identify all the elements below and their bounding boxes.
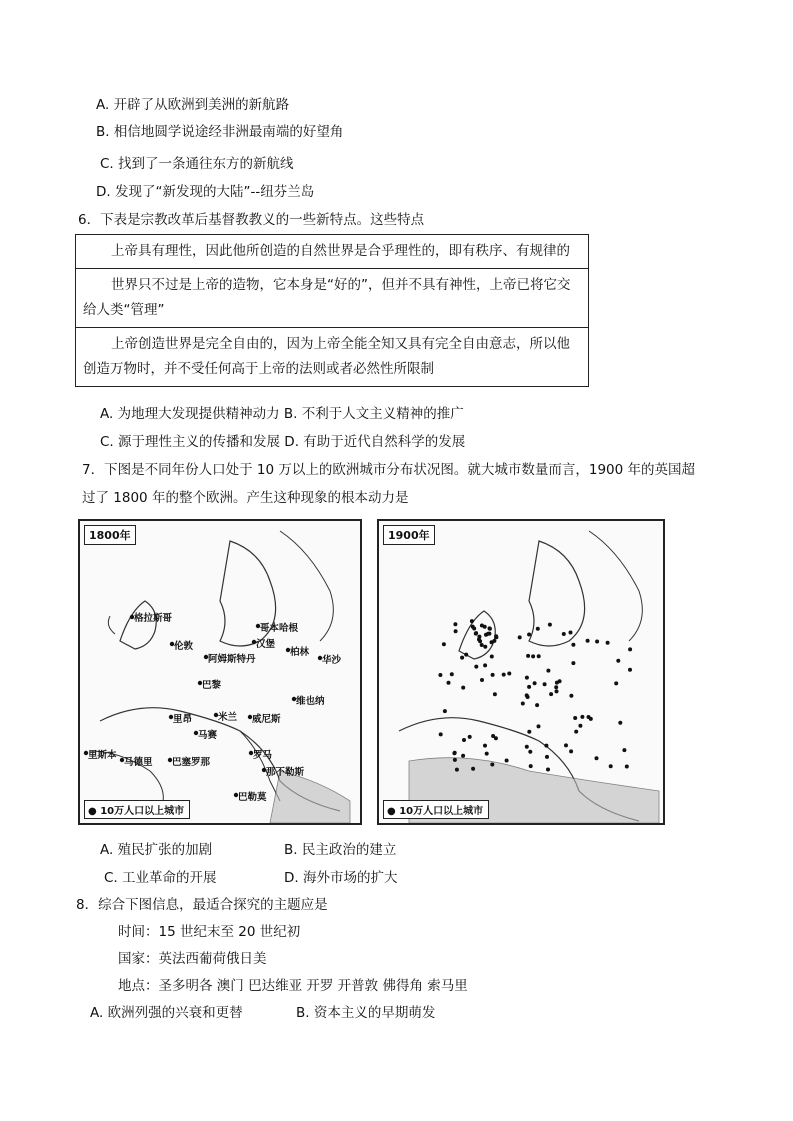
city-dot — [569, 749, 573, 753]
city-dot — [548, 623, 552, 627]
q8-places: 地点：圣多明各 澳门 巴达维亚 开罗 开普敦 佛得角 索马里 — [118, 978, 468, 994]
city-dot — [555, 689, 559, 693]
city-dot — [587, 715, 591, 719]
city-dot — [505, 759, 509, 763]
city-dot — [454, 629, 458, 633]
europe-map-1800 — [78, 519, 362, 825]
city-dot — [569, 631, 573, 635]
city-dot — [471, 767, 475, 771]
city-label: 米兰 — [218, 712, 238, 723]
city-dot — [474, 665, 478, 669]
city-dot — [537, 724, 541, 728]
city-dot — [554, 685, 558, 689]
q7-option-d: D. 海外市场的扩大 — [284, 870, 398, 886]
city-dot — [569, 694, 573, 698]
city-dot — [526, 654, 530, 658]
q6-options-line-1: A. 为地理大发现提供精神动力 B. 不利于人文主义精神的推广 — [100, 406, 464, 422]
city-dot — [586, 639, 590, 643]
q7-option-b: B. 民主政治的建立 — [284, 842, 397, 858]
city-label: 格拉斯哥 — [134, 613, 173, 624]
city-label: 华沙 — [322, 655, 342, 666]
city-dot — [470, 619, 474, 623]
city-dot — [521, 702, 525, 706]
city-label: 威尼斯 — [252, 714, 281, 725]
q7-stem-line-1: 7．下图是不同年份人口处于 10 万以上的欧洲城市分布状况图。就大城市数量而言，1900 年的英国超 — [82, 462, 695, 478]
city-label: 哥本哈根 — [260, 623, 299, 634]
city-dot — [493, 692, 497, 696]
city-dot — [491, 673, 495, 677]
q8-countries: 国家：英法西葡荷俄日美 — [118, 951, 267, 967]
map-1900-year: 1900年 — [383, 525, 435, 545]
city-dot — [525, 676, 529, 680]
city-label: 罗马 — [253, 750, 273, 761]
q6-stem: 6．下表是宗教改革后基督教教义的一些新特点。这些特点 — [78, 212, 425, 228]
city-dot — [462, 738, 466, 742]
q6-table — [75, 234, 589, 387]
city-dot — [480, 643, 484, 647]
city-dot — [447, 681, 451, 685]
city-label: 维也纳 — [296, 696, 325, 707]
city-dot — [490, 655, 494, 659]
city-label: 里斯本 — [88, 750, 117, 761]
city-dot — [574, 730, 578, 734]
city-dot — [492, 639, 496, 643]
city-dot — [573, 716, 577, 720]
city-dot — [525, 693, 529, 697]
map-1800-year: 1800年 — [84, 525, 136, 545]
table-row — [76, 328, 589, 387]
q8-option-b: B. 资本主义的早期萌发 — [296, 1005, 436, 1021]
city-dot — [595, 640, 599, 644]
city-dot — [488, 627, 492, 631]
city-dot — [438, 673, 442, 677]
city-dot — [544, 744, 548, 748]
city-dot — [453, 758, 457, 762]
city-dot — [460, 656, 464, 660]
city-dot — [564, 743, 568, 747]
city-label: 马德里 — [124, 757, 153, 768]
city-dot — [528, 750, 532, 754]
table-cell: 上帝创造世界是完全自由的，因为上帝全能全知又具有完全自由意志，所以他创造万物时，并不受任何高于上帝的法则或者必然性所限制 — [76, 328, 589, 387]
city-label: 巴黎 — [202, 680, 222, 691]
city-dot — [450, 672, 454, 676]
city-dot — [536, 627, 540, 631]
q7-option-c: C. 工业革命的开展 — [104, 870, 217, 886]
city-dot — [609, 764, 613, 768]
city-dot — [485, 752, 489, 756]
city-dot — [453, 622, 457, 626]
city-dot — [533, 681, 537, 685]
city-label: 阿姆斯特丹 — [208, 654, 256, 665]
city-dot — [464, 653, 468, 657]
city-dot — [502, 673, 506, 677]
city-dot — [616, 659, 620, 663]
city-dot — [545, 755, 549, 759]
table-row — [76, 235, 589, 269]
city-label: 柏林 — [290, 647, 310, 658]
city-dot — [491, 734, 495, 738]
city-dot — [595, 756, 599, 760]
city-dot — [578, 724, 582, 728]
city-dot — [571, 643, 575, 647]
city-dot — [531, 654, 535, 658]
city-dot — [628, 668, 632, 672]
q5-option-d: D. 发现了“新发现的大陆”--纽芬兰岛 — [96, 184, 315, 200]
city-label: 巴塞罗那 — [172, 757, 211, 768]
city-dot — [543, 682, 547, 686]
map-1900-coastline — [379, 521, 663, 823]
table-cell: 上帝具有理性，因此他所创造的自然世界是合乎理性的，即有秩序、有规律的 — [76, 235, 589, 269]
city-dot — [606, 641, 610, 645]
q5-option-b: B. 相信地圆学说途经非洲最南端的好望角 — [96, 124, 344, 140]
city-dot — [474, 632, 478, 636]
city-dot — [527, 685, 531, 689]
q8-stem: 8．综合下图信息，最适合探究的主题应是 — [76, 897, 328, 913]
city-dot — [546, 669, 550, 673]
city-dot — [535, 703, 539, 707]
city-dot — [494, 634, 498, 638]
city-dot — [622, 748, 626, 752]
city-dot — [468, 735, 472, 739]
city-dot — [527, 633, 531, 637]
city-dot — [527, 730, 531, 734]
city-dot — [455, 768, 459, 772]
city-dot — [525, 745, 529, 749]
city-dot — [439, 732, 443, 736]
city-dot — [625, 765, 629, 769]
city-dot — [518, 635, 522, 639]
city-label: 马赛 — [198, 730, 218, 741]
city-dot — [442, 642, 446, 646]
map-1800-coastline — [80, 521, 360, 823]
q8-time: 时间：15 世纪末至 20 世纪初 — [118, 924, 301, 940]
city-dot — [480, 624, 484, 628]
q7-option-a: A. 殖民扩张的加剧 — [100, 842, 213, 858]
city-label: 那不勒斯 — [266, 767, 305, 778]
city-dot — [478, 639, 482, 643]
city-label: 里昂 — [173, 714, 193, 725]
city-dot — [490, 763, 494, 767]
city-dot — [452, 751, 456, 755]
city-dot — [562, 632, 566, 636]
city-dot — [483, 645, 487, 649]
city-dot — [546, 768, 550, 772]
table-row — [76, 269, 589, 328]
q7-stem-line-2: 过了 1800 年的整个欧洲。产生这种现象的根本动力是 — [82, 490, 409, 506]
city-dot — [618, 721, 622, 725]
city-dot — [443, 709, 447, 713]
city-label: 伦敦 — [174, 641, 194, 652]
city-dot — [507, 672, 511, 676]
city-dot — [483, 744, 487, 748]
city-dot — [580, 715, 584, 719]
q5-option-c: C. 找到了一条通往东方的新航线 — [100, 156, 294, 172]
q8-option-a: A. 欧洲列强的兴衰和更替 — [90, 1005, 243, 1021]
city-dot — [461, 686, 465, 690]
city-dot — [537, 654, 541, 658]
city-label: 巴勒莫 — [238, 792, 267, 803]
city-dot — [614, 681, 618, 685]
city-dot — [480, 678, 484, 682]
q6-options-line-2: C. 源于理性主义的传播和发展 D. 有助于近代自然科学的发展 — [100, 434, 466, 450]
city-dot — [486, 632, 490, 636]
city-dot — [471, 625, 475, 629]
map-1900-legend: ● 10万人口以上城市 — [383, 800, 489, 819]
table-cell: 世界只不过是上帝的造物，它本身是“好的”，但并不具有神性，上帝已将它交给人类“管理” — [76, 269, 589, 328]
q5-option-a: A. 开辟了从欧洲到美洲的新航路 — [96, 97, 290, 113]
europe-map-1900 — [377, 519, 665, 825]
city-dot — [549, 692, 553, 696]
city-dot — [529, 764, 533, 768]
map-1800-legend: ● 10万人口以上城市 — [84, 800, 190, 819]
city-dot — [558, 679, 562, 683]
city-dot — [483, 663, 487, 667]
city-dot — [571, 661, 575, 665]
city-dot — [628, 647, 632, 651]
city-dot — [461, 754, 465, 758]
city-label: 汉堡 — [256, 639, 276, 650]
